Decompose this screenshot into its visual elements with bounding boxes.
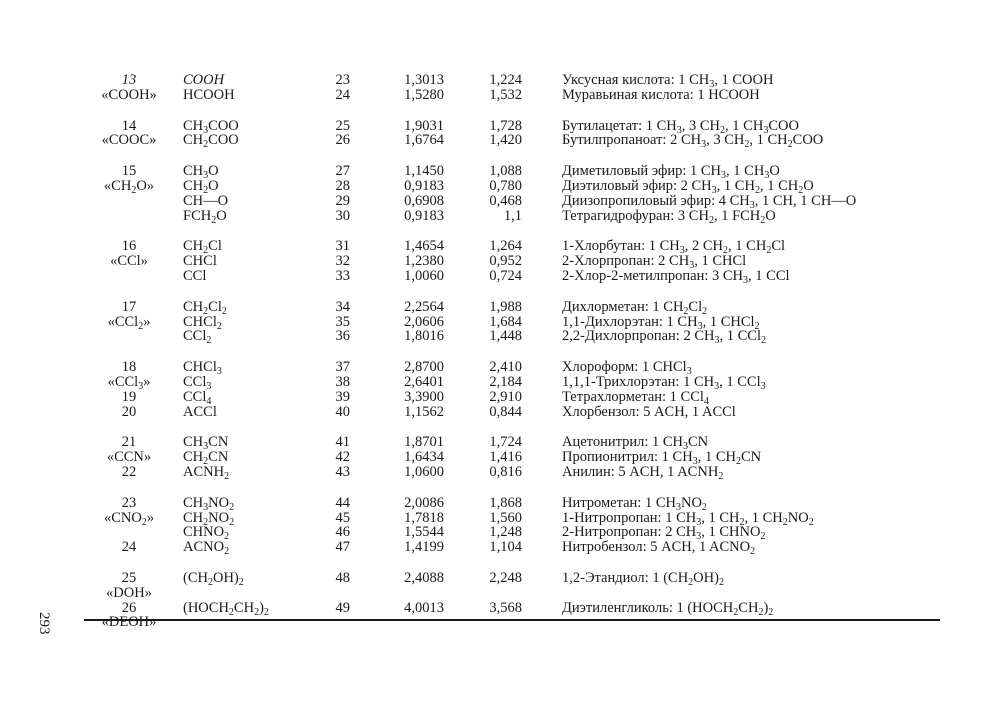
example-description: 1,1,1-Трихлорэтан: 1 $CH_3$, 1 CCl$_3$: [562, 373, 766, 392]
example-description: Уксусная кислота: 1 $CH_3$, 1 COOH: [562, 72, 774, 90]
r-value: 1,8701: [404, 434, 444, 451]
q-value: 2,410: [489, 359, 522, 376]
r-value: 3,3900: [404, 388, 444, 405]
table-row: [0, 586, 1000, 601]
example-description: 1-Хлорбутан: 1 $CH_3$, 2 $CH_2$, 1 $CH_2Cl$: [562, 238, 786, 257]
subgroup-formula: $CH_2COO$: [183, 132, 239, 151]
table-row: [0, 88, 1000, 103]
group-number: «$CH_2O$»: [103, 177, 155, 196]
group-number: 13: [121, 72, 137, 88]
subgroup-index: 31: [335, 238, 350, 255]
subgroup-index: 32: [335, 253, 350, 270]
r-value: 0,9183: [404, 177, 444, 194]
example-description: 2-Нитропропан: 2 $CH_3$, 1 $CHNO_2$: [562, 524, 766, 543]
group-gap: [0, 103, 1000, 119]
subgroup-formula: $CH_2O$: [183, 177, 219, 196]
example-description: Пропионитрил: 1 $CH_3$, 1 $CH_2CN$: [562, 449, 762, 468]
r-value: 1,6434: [404, 449, 444, 466]
r-value: 1,9031: [404, 117, 444, 134]
group-number: 15: [121, 163, 137, 180]
subgroup-index: 45: [335, 509, 350, 526]
example-description: 2-Хлорпропан: 2 $CH_3$, 1 CHCl: [562, 253, 747, 272]
q-value: 2,248: [489, 569, 522, 586]
example-description: Тетрагидрофуран: 3 $CH_2$, 1 $FCH_2O$: [562, 207, 776, 226]
table-row: [0, 571, 1000, 586]
table-row: [0, 253, 1000, 272]
r-value: 0,6908: [404, 192, 444, 209]
example-description: 1-Нитропропан: 1 $CH_3$, 1 $CH_2$, 1 $CH_2NO_2$: [562, 509, 814, 528]
subgroup-formula: CH—O: [183, 192, 229, 209]
group-number: «CCl»: [110, 253, 148, 270]
subgroup-formula: $CH_3O$: [183, 163, 219, 182]
subgroup-index: 41: [335, 434, 350, 451]
q-value: 2,184: [489, 373, 522, 390]
q-value: 0,468: [489, 192, 522, 209]
table-row: [0, 328, 1000, 347]
subgroup-formula: HCOOH: [183, 86, 235, 103]
subgroup-index: 37: [335, 359, 350, 376]
group-number: 24: [121, 539, 137, 556]
example-description: Нитрометан: 1 $CH_3NO_2$: [562, 494, 707, 513]
subgroup-formula: CHCl: [183, 253, 217, 270]
q-value: 1,448: [489, 328, 522, 345]
table-row: [0, 209, 1000, 224]
r-value: 1,8016: [404, 328, 444, 345]
group-number: «COOH»: [101, 86, 157, 103]
subgroup-index: 49: [335, 599, 350, 616]
r-value: 2,0606: [404, 313, 444, 330]
r-value: 2,6401: [404, 373, 444, 390]
table-row: [0, 449, 1000, 468]
subgroup-formula: CCl$_4$: [183, 388, 212, 407]
q-value: 3,568: [489, 599, 522, 616]
subgroup-index: 28: [335, 177, 350, 194]
q-value: 0,724: [489, 267, 522, 284]
example-description: Муравьиная кислота: 1 HCOOH: [562, 86, 760, 103]
r-value: 1,4199: [404, 539, 444, 556]
example-description: Диизопропиловый эфир: 4 $CH_3$, 1 CH, 1 CH—O: [562, 192, 857, 211]
example-description: Бутилпропаноат: 2 $CH_3$, 3 $CH_2$, 1 $CH_2COO$: [562, 132, 824, 151]
r-value: 4,0013: [404, 599, 444, 616]
table-row: [0, 496, 1000, 511]
r-value: 1,3013: [404, 72, 444, 88]
subgroup-formula: $CH_3COO$: [183, 117, 239, 136]
subgroup-formula: $(HOCH_2CH_2)_2$: [183, 599, 269, 618]
table-row: [0, 73, 1000, 88]
table-row: [0, 390, 1000, 405]
q-value: 1,560: [489, 509, 522, 526]
r-value: 2,0086: [404, 494, 444, 511]
example-description: Хлороформ: 1 CHCl$_3$: [562, 359, 692, 378]
r-value: 1,2380: [404, 253, 444, 270]
q-value: 1,868: [489, 494, 522, 511]
example-description: Ацетонитрил: 1 $CH_3CN$: [562, 434, 709, 453]
q-value: 1,224: [489, 72, 522, 88]
subgroup-index: 25: [335, 117, 350, 134]
q-value: 2,910: [489, 388, 522, 405]
example-description: Анилин: 5 ACH, 1 $ACNH_2$: [562, 463, 724, 482]
example-description: 2,2-Дихлорпропан: 2 $CH_3$, 1 CCl$_2$: [562, 328, 766, 347]
group-number: 23: [121, 494, 137, 511]
q-value: 0,780: [489, 177, 522, 194]
q-value: 1,264: [489, 238, 522, 255]
group-number: «CCl$_3$»: [107, 373, 151, 392]
r-value: 1,0060: [404, 267, 444, 284]
q-value: 1,684: [489, 313, 522, 330]
q-value: 1,104: [489, 539, 522, 556]
subgroup-index: 29: [335, 192, 350, 209]
r-value: 1,0600: [404, 463, 444, 480]
subgroup-index: 38: [335, 373, 350, 390]
group-number: «$CNO_2$»: [103, 509, 155, 528]
subgroup-formula: $CHNO_2$: [183, 524, 230, 543]
subgroup-index: 33: [335, 267, 350, 284]
group-gap: [0, 148, 1000, 164]
subgroup-index: 36: [335, 328, 350, 345]
table-row: [0, 238, 1000, 257]
subgroup-index: 39: [335, 388, 350, 405]
table-row: [0, 524, 1000, 543]
r-value: 1,1450: [404, 163, 444, 180]
subgroup-formula: CCl: [183, 267, 207, 284]
r-value: 1,5544: [404, 524, 444, 541]
bottom-rule: [84, 619, 940, 621]
group-number: 14: [121, 117, 137, 134]
table-row: [0, 375, 1000, 390]
q-value: 1,988: [489, 298, 522, 315]
group-gap: [0, 480, 1000, 496]
q-value: 0,816: [489, 463, 522, 480]
table-row: [0, 465, 1000, 480]
r-value: 1,5280: [404, 86, 444, 103]
example-description: Диэтиловый эфир: 2 $CH_3$, 1 $CH_2$, 1 $CH_2O$: [562, 177, 814, 196]
table-row: [0, 405, 1000, 420]
example-description: Бутилацетат: 1 $CH_3$, 3 $CH_2$, 1 $CH_3COO$: [562, 117, 799, 136]
group-number: «COOC»: [101, 132, 157, 149]
table-row: [0, 601, 1000, 616]
group-number: 22: [121, 463, 137, 480]
table-row: [0, 269, 1000, 284]
subgroup-formula: $FCH_2O$: [183, 207, 227, 226]
group-number: «CCN»: [106, 449, 152, 466]
group-number: «CCl$_2$»: [107, 313, 151, 332]
q-value: 1,416: [489, 449, 522, 466]
table-row: [0, 615, 1000, 630]
r-value: 1,6764: [404, 132, 444, 149]
q-value: 1,532: [489, 86, 522, 103]
subgroup-formula: $ACNH_2$: [183, 463, 230, 482]
subgroup-formula: COOH: [183, 72, 225, 88]
group-gap: [0, 223, 1000, 239]
table-row: [0, 119, 1000, 134]
table-row: [0, 163, 1000, 182]
example-description: Дихлорметан: 1 $CH_2Cl_2$: [562, 298, 708, 317]
subgroup-index: 23: [335, 72, 350, 88]
example-description: Тетрахлорметан: 1 CCl$_4$: [562, 388, 709, 407]
table-row: [0, 434, 1000, 453]
subgroup-formula: CHCl$_2$: [183, 313, 222, 332]
example-description: Хлорбензол: 5 ACH, 1 ACCl: [562, 403, 736, 420]
q-value: 1,728: [489, 117, 522, 134]
group-number: 21: [121, 434, 137, 451]
q-value: 1,724: [489, 434, 522, 451]
subgroup-index: 44: [335, 494, 350, 511]
subgroup-formula: $CH_2NO_2$: [183, 509, 235, 528]
group-gap: [0, 344, 1000, 360]
subgroup-formula: $(CH_2OH)_2$: [183, 569, 244, 588]
subgroup-formula: $ACNO_2$: [183, 539, 230, 558]
q-value: 1,420: [489, 132, 522, 149]
subgroup-index: 40: [335, 403, 350, 420]
subgroup-formula: $CH_2CN$: [183, 449, 229, 468]
r-value: 2,8700: [404, 359, 444, 376]
subgroup-formula: ACCl: [183, 403, 217, 420]
group-gap: [0, 555, 1000, 571]
subgroup-formula: CHCl$_3$: [183, 359, 222, 378]
r-value: 2,2564: [404, 298, 444, 315]
group-gap: [0, 419, 1000, 435]
group-number: «DOH»: [106, 584, 152, 601]
subgroup-index: 24: [335, 86, 350, 103]
group-number: 16: [121, 238, 137, 255]
example-description: Нитробензол: 5 ACH, 1 $ACNO_2$: [562, 539, 756, 558]
table-row: [0, 315, 1000, 330]
r-value: 2,4088: [404, 569, 444, 586]
subgroup-index: 48: [335, 569, 350, 586]
subgroup-formula: $CH_2Cl$: [183, 238, 222, 257]
subgroup-index: 46: [335, 524, 350, 541]
example-description: 2-Хлор-2-метилпропан: 3 $CH_3$, 1 CCl: [562, 267, 790, 286]
subgroup-index: 43: [335, 463, 350, 480]
example-description: 1,2-Этандиол: 1 $(CH_2OH)_2$: [562, 569, 724, 588]
table-row: [0, 132, 1000, 151]
q-value: 0,952: [489, 253, 522, 270]
table-row: [0, 539, 1000, 558]
group-number: 20: [121, 403, 137, 420]
group-number: 18: [121, 359, 137, 376]
r-value: 1,7818: [404, 509, 444, 526]
table-row: [0, 194, 1000, 209]
r-value: 1,4654: [404, 238, 444, 255]
table-row: [0, 511, 1000, 526]
table-row: [0, 300, 1000, 315]
example-description: Диметиловый эфир: 1 $CH_3$, 1 $CH_3O$: [562, 163, 780, 182]
group-gap: [0, 284, 1000, 300]
q-value: 1,248: [489, 524, 522, 541]
example-description: 1,1-Дихлорэтан: 1 $CH_3$, 1 CHCl$_2$: [562, 313, 760, 332]
table-row: [0, 179, 1000, 194]
subgroup-formula: CCl$_2$: [183, 328, 212, 347]
subgroup-index: 30: [335, 207, 350, 224]
page-number: 293: [36, 612, 52, 635]
r-value: 1,1562: [404, 403, 444, 420]
subgroup-index: 47: [335, 539, 350, 556]
q-value: 1,1: [503, 207, 522, 224]
group-number: 17: [121, 298, 137, 315]
r-value: 0,9183: [404, 207, 444, 224]
group-number: «DEOH»: [101, 614, 157, 631]
group-number: 19: [121, 388, 137, 405]
subgroup-formula: $CH_3CN$: [183, 434, 229, 453]
q-value: 1,088: [489, 163, 522, 180]
subgroup-formula: CCl$_3$: [183, 373, 212, 392]
table-row: [0, 359, 1000, 378]
q-value: 0,844: [489, 403, 522, 420]
example-description: Диэтиленгликоль: 1 $(HOCH_2CH_2)_2$: [562, 599, 774, 618]
subgroup-index: 42: [335, 449, 350, 466]
subgroup-formula: $CH_3NO_2$: [183, 494, 235, 513]
group-number: 26: [121, 599, 137, 616]
subgroup-index: 26: [335, 132, 350, 149]
group-number: 25: [121, 569, 137, 586]
subgroup-index: 35: [335, 313, 350, 330]
subgroup-index: 27: [335, 163, 350, 180]
group-parameters-table: [0, 73, 1000, 630]
subgroup-formula: $CH_2Cl_2$: [183, 298, 227, 317]
subgroup-index: 34: [335, 298, 350, 315]
